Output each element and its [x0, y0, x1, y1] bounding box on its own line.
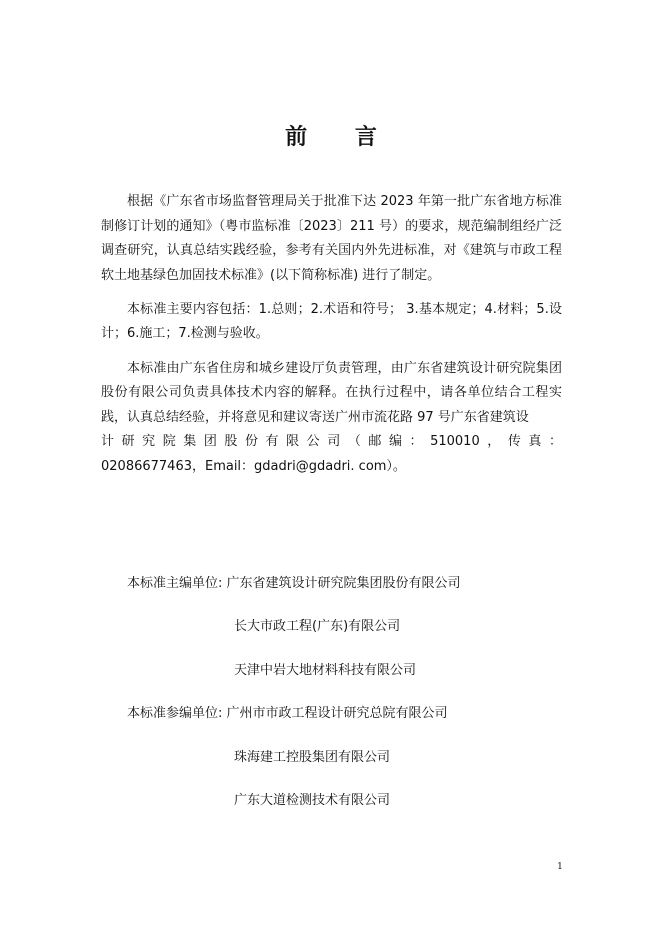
page-title: 前 言: [285, 125, 397, 150]
chief-editor-label: 本标准主编单位:: [127, 576, 223, 591]
management-text-spread-line: 计研究院集团股份有限公司（邮编：510010，传真：: [101, 434, 562, 450]
participating-editor-unit: 广东大道检测技术有限公司: [234, 793, 391, 808]
body-text: [101, 190, 562, 480]
participating-editor-unit: 珠海建工控股集团有限公司: [234, 750, 391, 765]
management-text-part1: 本标准由广东省住房和城乡建设厅负责管理，由广东省建筑设计研究院集团股份有限公司负责具体技术内容的解释。在执行过程中，请各单位结合工程实践，认真总结经验，并将意见和建议寄送广州市流花路 97 号广东省建筑设: [101, 360, 562, 425]
participating-editor-label: 本标准参编单位:: [127, 706, 223, 721]
chief-editor-unit: 长大市政工程(广东)有限公司: [234, 619, 401, 634]
participating-editor-unit: 广州市市政工程设计研究总院有限公司: [226, 706, 448, 721]
chief-editor-row: [127, 575, 461, 593]
paragraph-basis: 根据《广东省市场监督管理局关于批准下达 2023 年第一批广东省地方标准制修订计划的通知》（粤市监标准〔2023〕211 号）的要求，规范编制组经广泛调查研究，认真总结实践经验，参考有关国内外先进标准，对《建筑与市政工程软土地基绿色加固技术标准》(以下简称标准) 进行了制定。: [101, 194, 562, 283]
page-number: 1: [557, 862, 563, 872]
chief-editor-unit: 广东省建筑设计研究院集团股份有限公司: [226, 576, 461, 591]
management-text-part2: 02086677463，Email：gdadri@gdadri. com）。: [101, 458, 406, 474]
chief-editor-unit: 天津中岩大地材料科技有限公司: [234, 663, 417, 678]
participating-editor-row: [127, 705, 448, 723]
paragraph-contents: 本标准主要内容包括：1.总则；2.术语和符号； 3.基本规定；4.材料；5.设计；6.施工；7.检测与验收。: [101, 301, 562, 342]
paragraph-management: [101, 357, 562, 480]
